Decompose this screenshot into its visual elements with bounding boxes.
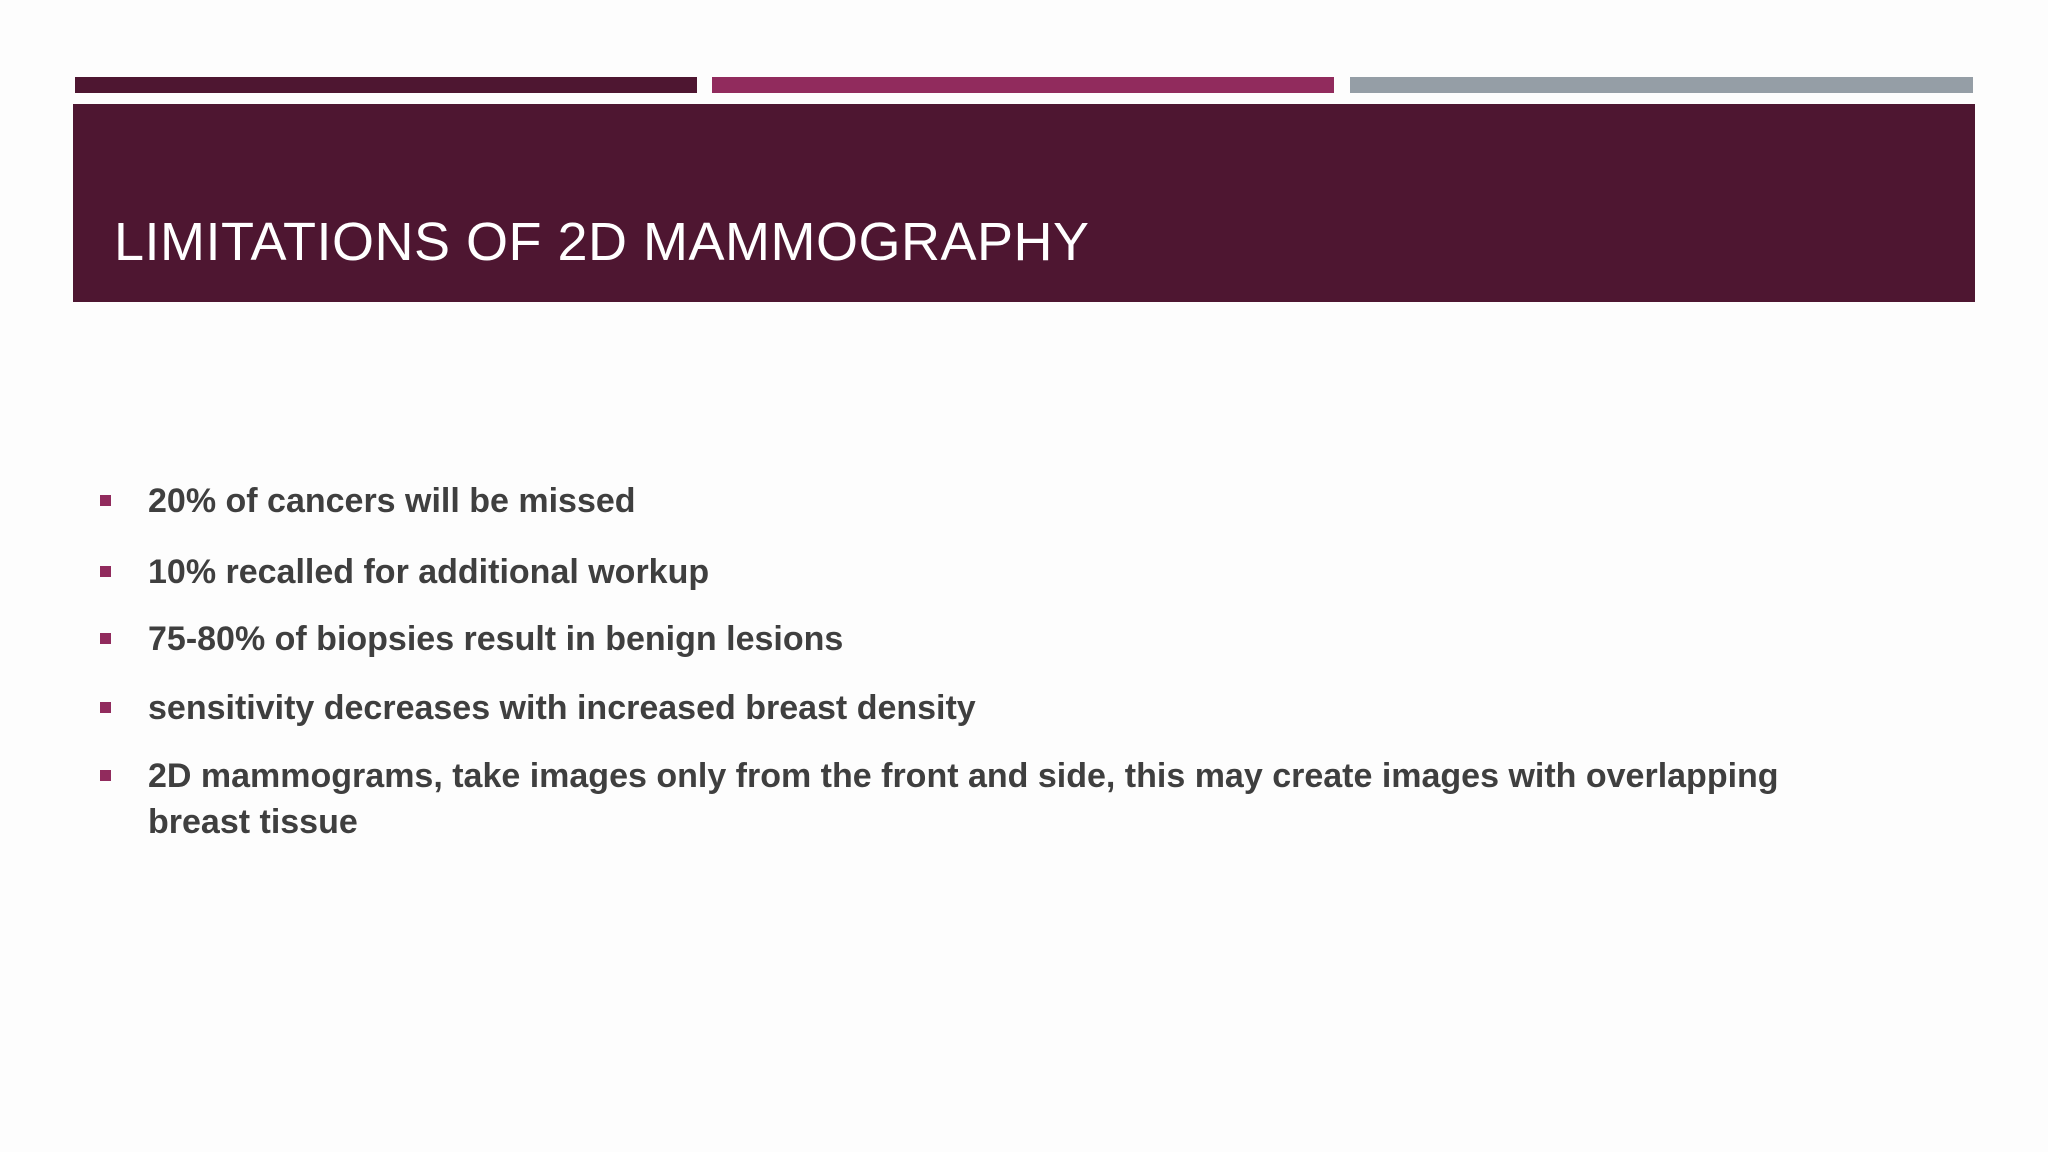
square-bullet-icon	[100, 702, 111, 713]
square-bullet-icon	[100, 495, 111, 506]
slide-title: LIMITATIONS OF 2D MAMMOGRAPHY	[114, 212, 1090, 272]
accent-bar-magenta	[712, 77, 1334, 93]
square-bullet-icon	[100, 566, 111, 577]
square-bullet-icon	[100, 770, 111, 781]
bullet-item	[98, 753, 1898, 845]
bullet-item	[98, 549, 1898, 595]
square-bullet-icon	[100, 633, 111, 644]
accent-bar-dark	[75, 77, 697, 93]
bullet-text: 75-80% of biopsies result in benign lesions	[148, 620, 844, 658]
bullet-item	[98, 685, 1898, 731]
bullet-text: 2D mammograms, take images only from the front and side, this may create images with overlapping breast tissue	[148, 757, 1779, 841]
accent-bar-gray	[1350, 77, 1973, 93]
bullet-text: 10% recalled for additional workup	[148, 553, 710, 591]
bullet-item	[98, 478, 1898, 524]
bullet-list	[98, 478, 1898, 845]
bullet-text: sensitivity decreases with increased breast density	[148, 689, 976, 727]
bullet-text: 20% of cancers will be missed	[148, 482, 636, 520]
bullet-item	[98, 616, 1898, 662]
